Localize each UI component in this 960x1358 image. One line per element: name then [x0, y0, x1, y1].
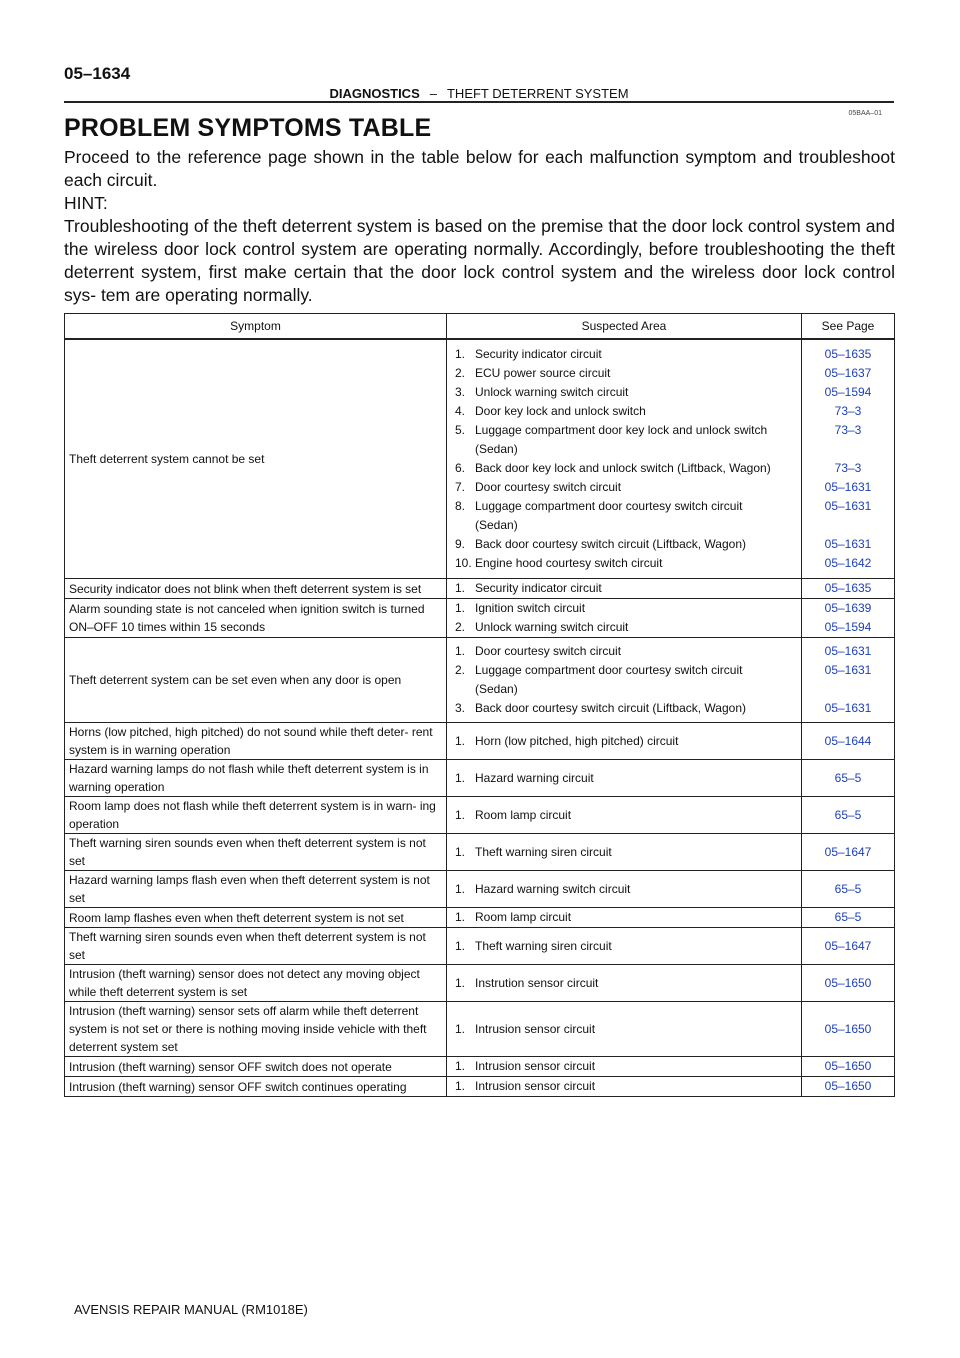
suspected-area-item [455, 1057, 797, 1076]
item-number: 2. [455, 620, 466, 634]
item-text: Door courtesy switch circuit [475, 644, 622, 658]
page-reference: 73–3 [834, 423, 862, 437]
table-header-row [65, 314, 895, 340]
suspected-area-item [455, 497, 797, 516]
symptom-cell: Intrusion (theft warning) sensor does not detect any moving object while theft deterrent system is set [65, 965, 447, 1002]
suspected-area-item [455, 579, 797, 598]
page-reference [806, 440, 890, 459]
suspected-area-item [455, 843, 797, 862]
hint-paragraph: Troubleshooting of the theft deterrent system is based on the premise that the door lock control system and the wireless door lock control system are operating normally. Accordingly, before troubleshooting the theft deterrent system, first make certain that the door lock control system and the wireless door lock control sys- tem are operating normally. [64, 216, 895, 305]
item-text: Luggage compartment door key lock and unlock switch [475, 423, 768, 437]
symptom-cell: Theft deterrent system cannot be set [65, 339, 447, 579]
suspected-area-item [455, 1077, 797, 1096]
suspected-area-item [455, 478, 797, 497]
suspected-area-item [455, 769, 797, 788]
item-text: Engine hood courtesy switch circuit [475, 556, 663, 570]
item-number: 4. [455, 404, 466, 418]
page-title: PROBLEM SYMPTOMS TABLE [64, 114, 432, 142]
item-number: 3. [455, 701, 466, 715]
item-number: 1. [455, 770, 466, 785]
item-number: 1. [455, 910, 466, 924]
header-rule [64, 101, 894, 103]
suspected-area-cell [447, 871, 802, 908]
symptom-cell: Hazard warning lamps flash even when theft deterrent system is not set [65, 871, 447, 908]
see-page-cell [802, 871, 895, 908]
suspected-area-item [455, 699, 797, 718]
suspected-area-cell [447, 723, 802, 760]
item-number: 1. [455, 938, 466, 953]
symptom-cell: Theft deterrent system can be set even when any door is open [65, 638, 447, 723]
suspected-area-cell [447, 579, 802, 599]
page-reference: 05–1644 [824, 733, 872, 748]
item-number: 10. [455, 556, 472, 570]
item-text: Ignition switch circuit [475, 601, 586, 615]
suspected-area-item [455, 599, 797, 618]
item-number: 6. [455, 461, 466, 475]
suspected-area-item [455, 554, 797, 573]
suspected-area-item [455, 535, 797, 554]
suspected-area-cell [447, 965, 802, 1002]
item-text: Security indicator circuit [475, 581, 602, 595]
page-reference: 05–1642 [824, 556, 872, 570]
see-page-cell [802, 579, 895, 599]
footer-manual-name: AVENSIS REPAIR MANUAL (RM1018E) [74, 1302, 308, 1317]
suspected-area-cell [447, 797, 802, 834]
suspected-area-item [455, 1020, 797, 1039]
see-page-cell [802, 834, 895, 871]
table-row [65, 871, 895, 908]
page-reference: 73–3 [834, 404, 862, 418]
item-number [455, 680, 475, 699]
suspected-area-item [455, 732, 797, 751]
page-reference: 05–1631 [824, 663, 872, 677]
item-text: Room lamp circuit [475, 807, 572, 822]
suspected-area-item [455, 618, 797, 637]
item-number: 1. [455, 347, 466, 361]
page-reference: 05–1650 [824, 1079, 872, 1093]
suspected-area-item [455, 880, 797, 899]
symptom-cell: Alarm sounding state is not canceled when ignition switch is turned ON–OFF 10 times within 15 seconds [65, 599, 447, 638]
item-number [455, 440, 475, 459]
symptom-cell: Theft warning siren sounds even when theft deterrent system is not set [65, 928, 447, 965]
see-page-cell [802, 339, 895, 579]
item-number: 1. [455, 881, 466, 896]
item-number: 1. [455, 601, 466, 615]
table-row [65, 760, 895, 797]
page-reference: 65–5 [834, 910, 862, 924]
page-reference: 05–1637 [824, 366, 872, 380]
page-reference: 05–1650 [824, 1059, 872, 1073]
suspected-area-cell [447, 1077, 802, 1097]
item-text: Room lamp circuit [475, 910, 572, 924]
item-text: Theft warning siren circuit [475, 938, 612, 953]
item-number: 5. [455, 423, 466, 437]
problem-symptoms-table [64, 313, 895, 1097]
suspected-area-cell [447, 834, 802, 871]
item-text: (Sedan) [475, 442, 518, 456]
suspected-area-item [455, 516, 797, 535]
symptom-cell: Intrusion (theft warning) sensor sets off alarm while theft deterrent system is not set or there is nothing moving inside vehicle with theft deterrent system set [65, 1002, 447, 1057]
table-row [65, 908, 895, 928]
column-header-suspected-area: Suspected Area [447, 314, 802, 340]
page-reference: 05–1631 [824, 537, 872, 551]
suspected-area-item [455, 974, 797, 993]
page-reference [806, 516, 890, 535]
suspected-area-item [455, 680, 797, 699]
page-reference: 05–1594 [824, 620, 872, 634]
item-text: Back door courtesy switch circuit (Liftback, Wagon) [475, 701, 746, 715]
page-reference: 05–1631 [824, 480, 872, 494]
suspected-area-item [455, 345, 797, 364]
item-text: Security indicator circuit [475, 347, 602, 361]
page-reference: 05–1635 [824, 581, 872, 595]
item-text: Intrusion sensor circuit [475, 1059, 596, 1073]
item-number: 1. [455, 733, 466, 748]
suspected-area-item [455, 642, 797, 661]
suspected-area-item [455, 440, 797, 459]
page-reference: 05–1647 [824, 938, 872, 953]
item-number: 1. [455, 581, 466, 595]
suspected-area-item [455, 459, 797, 478]
suspected-area-item [455, 383, 797, 402]
item-text: Intrusion sensor circuit [475, 1021, 596, 1036]
page-reference: 73–3 [834, 461, 862, 475]
suspected-area-cell [447, 599, 802, 638]
suspected-area-item [455, 661, 797, 680]
suspected-area-cell [447, 760, 802, 797]
table-row [65, 1077, 895, 1097]
running-header [64, 86, 894, 101]
intro-paragraph: Proceed to the reference page shown in the table below for each malfunction symptom and troubleshoot each circuit. [64, 147, 895, 190]
item-number: 7. [455, 480, 466, 494]
suspected-area-item [455, 908, 797, 927]
column-header-symptom: Symptom [65, 314, 447, 340]
symptom-cell: Room lamp does not flash while theft deterrent system is in warn- ing operation [65, 797, 447, 834]
suspected-area-cell [447, 928, 802, 965]
see-page-cell [802, 1002, 895, 1057]
symptom-cell: Security indicator does not blink when theft deterrent system is set [65, 579, 447, 599]
see-page-cell [802, 908, 895, 928]
see-page-cell [802, 723, 895, 760]
page-reference: 05–1631 [824, 499, 872, 513]
page-reference: 05–1635 [824, 347, 872, 361]
page-reference: 05–1631 [824, 701, 872, 715]
see-page-cell [802, 638, 895, 723]
suspected-area-cell [447, 908, 802, 928]
suspected-area-cell [447, 339, 802, 579]
page-reference: 05–1639 [824, 601, 872, 615]
item-number: 1. [455, 1079, 466, 1093]
symptom-cell: Theft warning siren sounds even when theft deterrent system is not set [65, 834, 447, 871]
item-number [455, 516, 475, 535]
see-page-cell [802, 1077, 895, 1097]
symptom-cell: Intrusion (theft warning) sensor OFF switch continues operating [65, 1077, 447, 1097]
item-text: Intrusion sensor circuit [475, 1079, 596, 1093]
page-reference: 65–5 [834, 770, 862, 785]
item-number: 2. [455, 663, 466, 677]
suspected-area-item [455, 364, 797, 383]
table-row [65, 1002, 895, 1057]
table-row [65, 638, 895, 723]
page-reference [806, 680, 890, 699]
table-row [65, 723, 895, 760]
see-page-cell [802, 797, 895, 834]
page-reference: 65–5 [834, 881, 862, 896]
item-text: Luggage compartment door courtesy switch circuit [475, 663, 743, 677]
item-text: Hazard warning switch circuit [475, 881, 631, 896]
item-number: 1. [455, 644, 466, 658]
suspected-area-cell [447, 1057, 802, 1077]
item-text: Instrution sensor circuit [475, 975, 599, 990]
header-subsection: THEFT DETERRENT SYSTEM [446, 86, 629, 101]
item-number: 1. [455, 844, 466, 859]
see-page-cell [802, 760, 895, 797]
page-reference: 05–1650 [824, 975, 872, 990]
table-body [65, 339, 895, 1097]
item-number: 3. [455, 385, 466, 399]
item-number: 1. [455, 975, 466, 990]
suspected-area-item [455, 806, 797, 825]
symptom-cell: Horns (low pitched, high pitched) do not sound while theft deter- rent system is in warning operation [65, 723, 447, 760]
page-reference: 05–1647 [824, 844, 872, 859]
page-number: 05–1634 [64, 64, 131, 83]
item-text: Door courtesy switch circuit [475, 480, 622, 494]
symptom-cell: Intrusion (theft warning) sensor OFF switch does not operate [65, 1057, 447, 1077]
table-row [65, 834, 895, 871]
page-reference: 05–1631 [824, 644, 872, 658]
item-number: 1. [455, 1059, 466, 1073]
item-text: Back door courtesy switch circuit (Liftback, Wagon) [475, 537, 746, 551]
table-row [65, 579, 895, 599]
page-reference: 05–1594 [824, 385, 872, 399]
suspected-area-cell [447, 1002, 802, 1057]
table-row [65, 965, 895, 1002]
page-reference: 65–5 [834, 807, 862, 822]
header-separator: – [429, 86, 437, 101]
item-number: 1. [455, 807, 466, 822]
item-text: Unlock warning switch circuit [475, 620, 629, 634]
see-page-cell [802, 928, 895, 965]
suspected-area-item [455, 937, 797, 956]
see-page-cell [802, 1057, 895, 1077]
item-text: (Sedan) [475, 682, 518, 696]
item-text: ECU power source circuit [475, 366, 611, 380]
item-text: Back door key lock and unlock switch (Liftback, Wagon) [475, 461, 771, 475]
column-header-see-page: See Page [802, 314, 895, 340]
see-page-cell [802, 965, 895, 1002]
item-text: Horn (low pitched, high pitched) circuit [475, 733, 679, 748]
item-text: (Sedan) [475, 518, 518, 532]
header-section: DIAGNOSTICS [329, 86, 420, 101]
item-text: Hazard warning circuit [475, 770, 594, 785]
item-number: 1. [455, 1021, 466, 1036]
item-number: 2. [455, 366, 466, 380]
intro-text [64, 146, 895, 307]
page-reference: 05–1650 [824, 1021, 872, 1036]
item-number: 8. [455, 499, 466, 513]
table-row [65, 928, 895, 965]
table-row [65, 1057, 895, 1077]
table-row [65, 797, 895, 834]
symptom-cell: Room lamp flashes even when theft deterrent system is not set [65, 908, 447, 928]
item-text: Unlock warning switch circuit [475, 385, 629, 399]
table-row [65, 599, 895, 638]
table-row [65, 339, 895, 579]
see-page-cell [802, 599, 895, 638]
item-text: Door key lock and unlock switch [475, 404, 646, 418]
hint-label: HINT: [64, 193, 108, 213]
item-text: Theft warning siren circuit [475, 844, 612, 859]
suspected-area-item [455, 402, 797, 421]
figure-code: 05BAA–01 [848, 110, 882, 117]
item-number: 9. [455, 537, 466, 551]
suspected-area-item [455, 421, 797, 440]
item-text: Luggage compartment door courtesy switch circuit [475, 499, 743, 513]
suspected-area-cell [447, 638, 802, 723]
symptom-cell: Hazard warning lamps do not flash while theft deterrent system is in warning operation [65, 760, 447, 797]
